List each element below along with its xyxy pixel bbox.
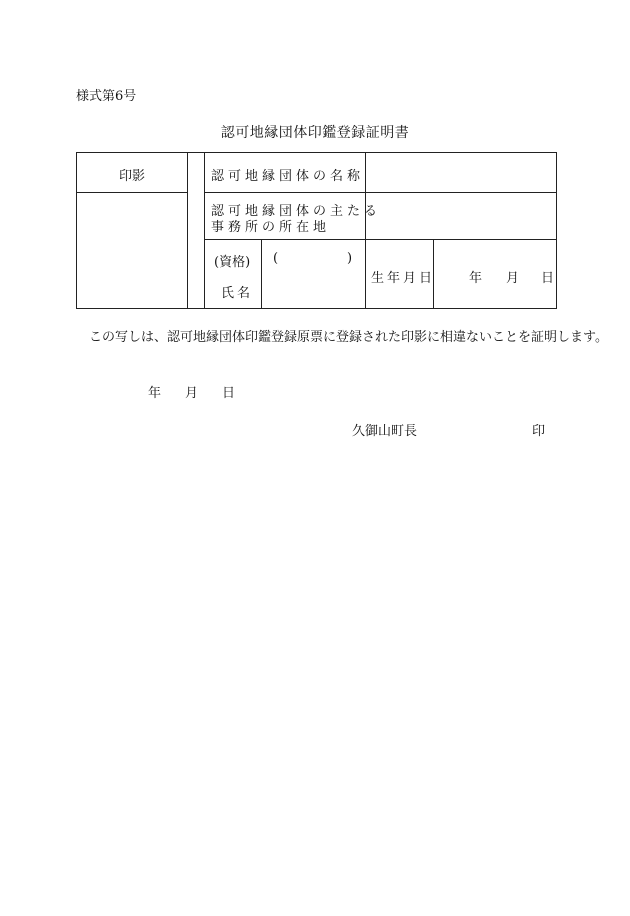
issue-date — [148, 382, 235, 401]
qualification-paren-open: ( — [273, 251, 279, 266]
certificate-table — [76, 152, 557, 309]
form-number: 様式第6号 — [76, 89, 137, 104]
birthdate-day: 日 — [541, 271, 555, 286]
table-divider — [77, 192, 187, 193]
issue-date-day: 日 — [222, 386, 236, 401]
org-office-label-line1: 認可地縁団体の主たる — [211, 204, 382, 219]
qualification-paren-close: ) — [347, 251, 353, 266]
qualification-label: (資格) — [214, 255, 251, 270]
seal-mark: 印 — [532, 424, 546, 439]
seal-impression-label: 印影 — [118, 169, 145, 184]
table-divider — [204, 192, 556, 193]
representative-name-label: 氏名 — [221, 286, 254, 301]
table-divider — [187, 153, 188, 308]
birthdate-label: 生年月日 — [371, 271, 436, 286]
certification-statement: この写しは、認可地縁団体印鑑登録原票に登録された印影に相違ないことを証明します。 — [89, 330, 608, 345]
issuer-title: 久御山町長 — [352, 424, 418, 439]
table-divider — [261, 239, 262, 308]
table-divider — [204, 239, 556, 240]
table-divider — [204, 153, 205, 308]
table-divider — [365, 153, 366, 308]
document-title: 認可地縁団体印鑑登録証明書 — [220, 125, 410, 141]
issue-date-month: 月 — [185, 386, 199, 401]
birthdate-month: 月 — [506, 271, 520, 286]
org-office-label-line2: 事務所の所在地 — [211, 220, 331, 235]
org-name-label: 認可地縁団体の名称 — [211, 169, 365, 184]
issue-date-year: 年 — [148, 386, 162, 401]
birthdate-year: 年 — [469, 271, 483, 286]
